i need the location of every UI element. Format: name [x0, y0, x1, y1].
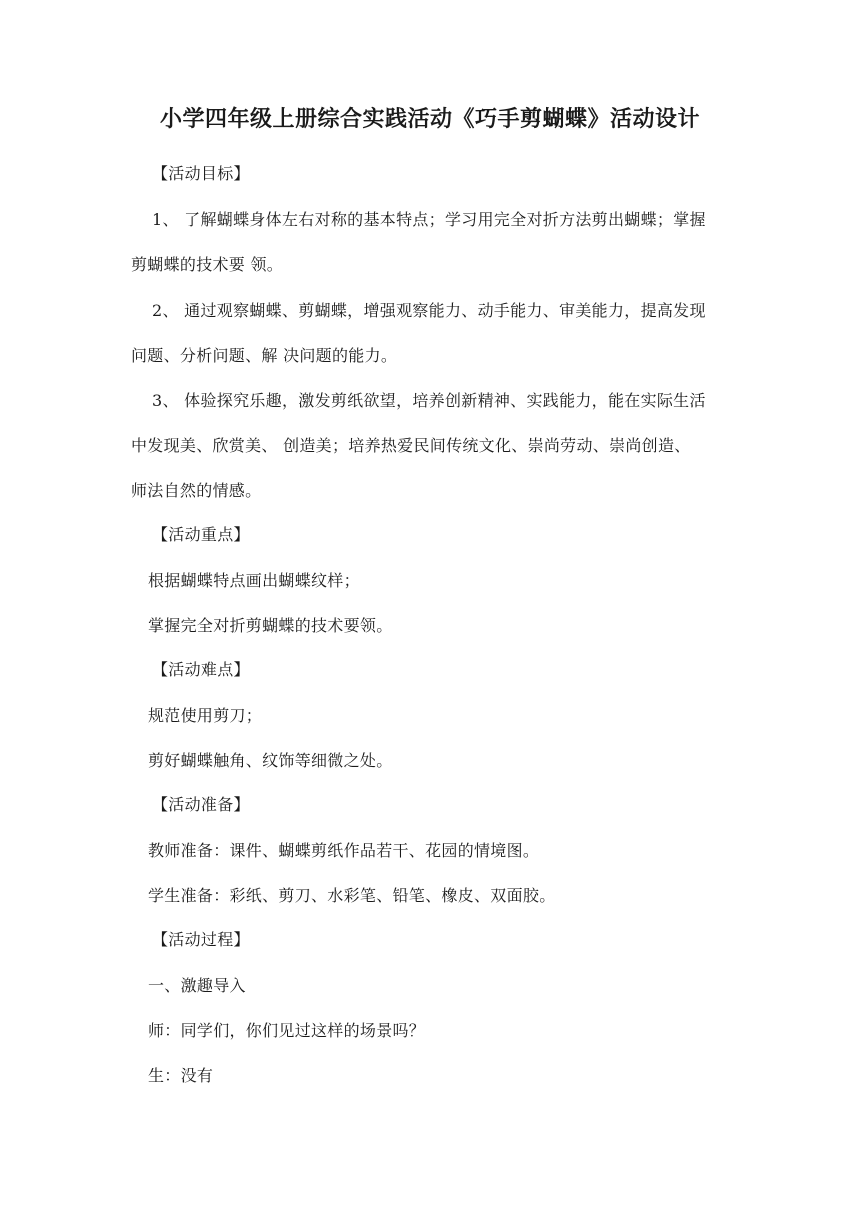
difficulty-line-2: 剪好蝴蝶触角、纹饰等细微之处。: [148, 751, 393, 770]
key-point-line-2: 掌握完全对折剪蝴蝶的技术要领。: [148, 616, 393, 635]
goal-item-1-line-2: 剪蝴蝶的技术要 领。: [131, 255, 284, 274]
goal-item-1-line-1: 1、 了解蝴蝶身体左右对称的基本特点；学习用完全对折方法剪出蝴蝶；掌握: [152, 210, 706, 229]
preparation-student: 学生准备：彩纸、剪刀、水彩笔、铅笔、橡皮、双面胶。: [148, 886, 556, 905]
process-teacher-line: 师：同学们，你们见过这样的场景吗？: [148, 1021, 426, 1040]
section-heading-process: 【活动过程】: [152, 930, 250, 949]
section-heading-preparation: 【活动准备】: [152, 795, 250, 814]
goal-item-3-line-2: 中发现美、欣赏美、 创造美；培养热爱民间传统文化、崇尚劳动、崇尚创造、: [131, 436, 691, 455]
document-title: 小学四年级上册综合实践活动《巧手剪蝴蝶》活动设计: [159, 106, 700, 132]
section-heading-difficulties: 【活动难点】: [152, 660, 250, 679]
goal-item-2-line-1: 2、 通过观察蝴蝶、剪蝴蝶，增强观察能力、动手能力、审美能力，提高发现: [152, 301, 706, 320]
process-section-1: 一、激趣导入: [148, 976, 246, 995]
process-student-line: 生：没有: [148, 1066, 214, 1085]
preparation-teacher: 教师准备：课件、蝴蝶剪纸作品若干、花园的情境图。: [148, 841, 540, 860]
goal-item-3-line-3: 师法自然的情感。: [131, 481, 262, 500]
section-heading-key-points: 【活动重点】: [152, 525, 250, 544]
goal-item-2-line-2: 问题、分析问题、解 决问题的能力。: [131, 346, 398, 365]
difficulty-line-1: 规范使用剪刀；: [148, 706, 263, 725]
key-point-line-1: 根据蝴蝶特点画出蝴蝶纹样；: [148, 571, 360, 590]
section-heading-goals: 【活动目标】: [152, 164, 250, 183]
goal-item-3-line-1: 3、 体验探究乐趣，激发剪纸欲望，培养创新精神、实践能力，能在实际生活: [152, 391, 706, 410]
